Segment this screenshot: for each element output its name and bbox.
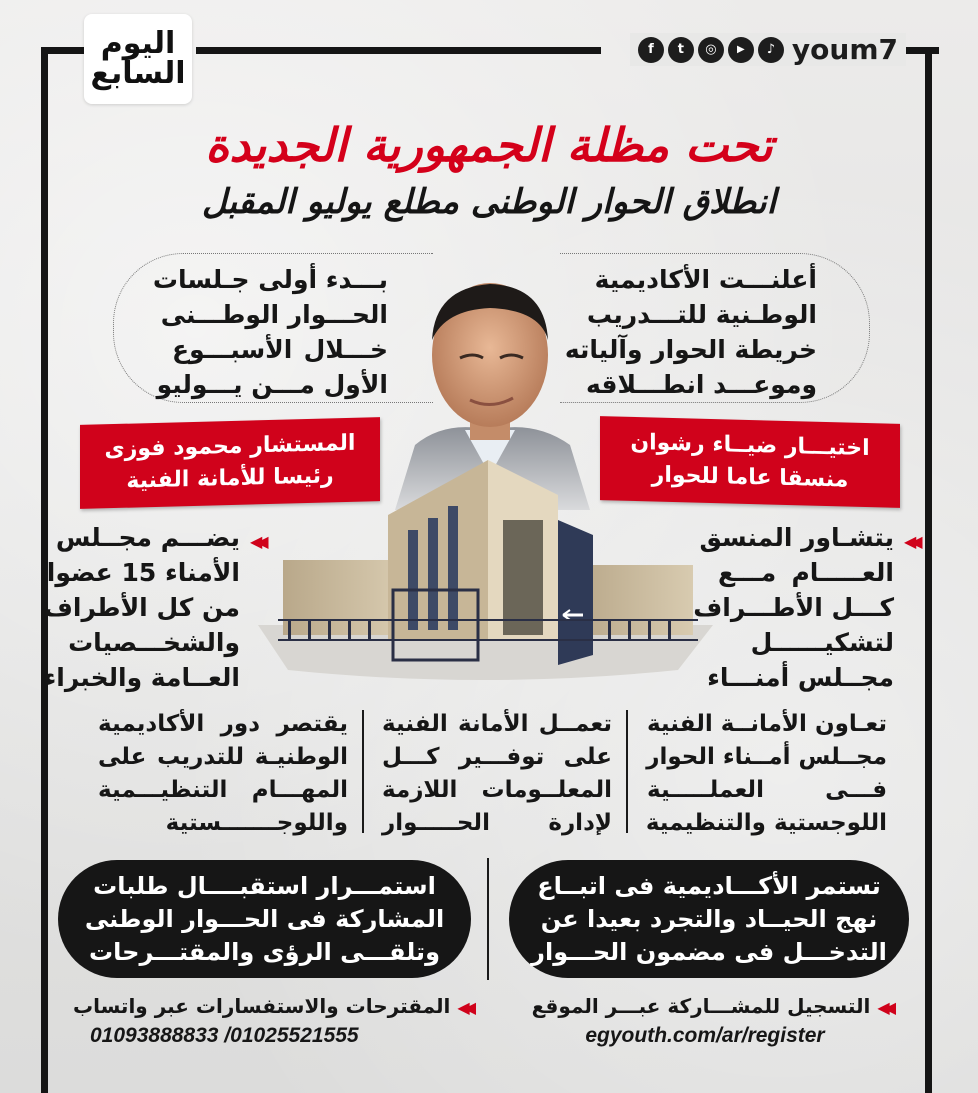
text-line: تعـاون الأمانــة الفنية <box>646 711 887 737</box>
twitter-icon[interactable]: t <box>668 37 694 63</box>
text-line: العــامة والخبراء <box>43 663 240 692</box>
subtitle: انطلاق الحوار الوطنى مطلع يوليو المقبل <box>201 182 777 222</box>
text-line: وموعـــد انطـــلاقه <box>585 370 817 399</box>
youm7-logo[interactable] <box>84 14 192 104</box>
text-line: أعلنـــت الأكاديمية <box>594 265 817 294</box>
text-line: يتشـاور المنسق <box>699 523 894 552</box>
logo-line1: اليوم <box>100 26 176 61</box>
pill-line: استمـــرار استقبــــال طلبات <box>93 871 436 900</box>
column-divider <box>362 710 364 833</box>
banner-line: اختيـــار ضيــاء رشوان <box>630 429 870 462</box>
text-line: فـــى العملـــــية <box>647 777 887 803</box>
logo-line2: السابع <box>90 56 186 91</box>
text-line: العـــــام مـــع <box>718 558 894 587</box>
tiktok-icon[interactable]: ♪ <box>758 37 784 63</box>
academy-building-image <box>258 440 713 685</box>
instagram-icon[interactable]: ◎ <box>698 37 724 63</box>
contact-label: ◀◀ التسجيل للمشـــاركة عبـــر الموقع <box>520 992 890 1022</box>
text-line: خـــلال الأسبـــوع <box>172 335 388 364</box>
banner-line: المستشار محمود فوزى <box>104 430 356 463</box>
text-line: خريطة الحوار وآلياته <box>564 335 817 364</box>
bullet-arrow-icon: ◀◀ <box>904 532 917 551</box>
contact-register <box>520 992 890 1050</box>
text-line: مجــلس أمنـــاء <box>707 663 894 692</box>
text-line: الأول مـــن يـــوليو <box>156 370 388 399</box>
text-line: اللوجستية والتنظيمية <box>645 810 887 836</box>
youtube-icon[interactable]: ▶ <box>728 37 754 63</box>
bullet-arrow-icon: ◀◀ <box>457 998 470 1017</box>
text-line: من كل الأطراف <box>43 593 240 622</box>
bottom-divider <box>487 858 489 980</box>
bullet-arrow-icon: ◀◀ <box>877 998 890 1017</box>
pill-line: تستمر الأكـــاديمية فى اتبــاع <box>537 871 881 900</box>
column-middle <box>382 708 612 840</box>
text-line: كـــل الأطـــراف <box>693 593 894 622</box>
mid-left-text-block <box>43 520 240 695</box>
banner-line: رئيسا للأمانة الفنية <box>126 463 334 494</box>
social-bar <box>630 33 906 66</box>
pill-line: التدخـــل فى مضمون الحـــوار <box>531 937 887 966</box>
frame-top-middle-bar <box>196 47 601 54</box>
column-right <box>647 708 887 840</box>
main-title: تحت مظلة الجمهورية الجديدة <box>205 118 773 172</box>
text-line: يقتصر دور الأكاديمية <box>98 711 348 737</box>
text-line: على توفـــير كـــل <box>382 744 612 770</box>
text-line: المعلــومات اللازمة <box>382 777 612 803</box>
mid-right-text-block <box>693 520 894 695</box>
register-url-link[interactable]: egyouth.com/ar/register <box>585 1024 825 1047</box>
facebook-icon[interactable]: f <box>638 37 664 63</box>
whatsapp-numbers[interactable]: 01093888833 /01025521555 <box>90 1024 359 1047</box>
social-handle: youm7 <box>791 33 898 66</box>
text-line: واللوجـــــــستية <box>165 810 348 836</box>
pill-line: نهج الحيــاد والتجرد بعيدا عن <box>540 904 878 933</box>
text-line: لتشكيــــــل <box>750 628 894 657</box>
text-line: لإدارة الحـــــوار <box>382 810 612 836</box>
pill-line: وتلقـــى الرؤى والمقتـــرحات <box>89 937 440 966</box>
column-divider <box>626 710 628 833</box>
pill-line: المشاركة فى الحـــوار الوطنى <box>84 904 445 933</box>
text-line: الوطنيـة للتدريب على <box>98 744 348 770</box>
top-right-text-block <box>564 262 817 402</box>
text-line: الأمناء 15 عضوا <box>46 558 240 587</box>
column-left <box>98 708 348 840</box>
text-line: بـــدء أولى جـلسات <box>152 265 388 294</box>
text-line: يضـــم مجــلس <box>55 523 240 552</box>
dark-pill-neutrality <box>509 860 909 978</box>
text-line: الوطـنية للتـــدريب <box>586 300 817 329</box>
text-line: والشخـــصيات <box>68 628 240 657</box>
contact-label: ◀◀ المقترحات والاستفسارات عبر واتساب <box>90 992 470 1022</box>
text-line: المهـــام التنظيـــمية <box>98 777 348 803</box>
text-line: تعمــل الأمانة الفنية <box>382 711 612 737</box>
bullet-arrow-icon: ◀◀ <box>250 532 263 551</box>
text-line: الحـــوار الوطـــنى <box>160 300 388 329</box>
top-left-text-block <box>152 262 388 402</box>
text-line: مجــلس أمــناء الحوار <box>646 744 887 770</box>
frame-top-right-bar <box>905 47 939 54</box>
contact-whatsapp <box>72 992 470 1050</box>
dark-pill-participation <box>58 860 471 978</box>
banner-line: منسقا عاما للحوار <box>651 462 849 493</box>
